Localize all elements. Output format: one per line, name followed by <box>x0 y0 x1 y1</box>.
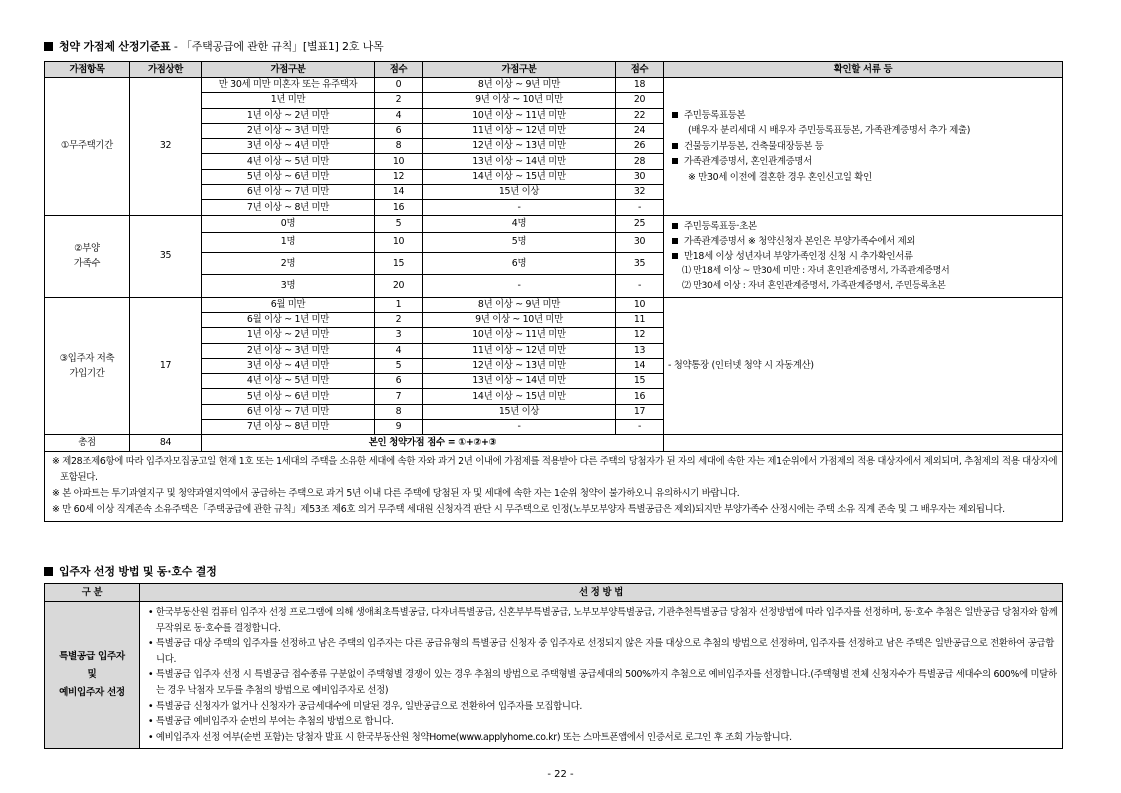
score-cell: 24 <box>616 123 664 138</box>
range-cell: 4년 이상 ~ 5년 미만 <box>202 374 375 389</box>
score-cell: 10 <box>375 154 423 169</box>
list-item: • 예비입주자 선정 여부(순번 포함)는 당첨자 발표 시 한국부동산원 청약Home(www.applyhome.co.kr) 또는 스마트폰앱에서 인증서로 로그인 후 조회 가능합니다. <box>148 731 792 743</box>
doc-subtext: ⑵ 만30세 이상 : 자녀 혼인관계증명서, 가족관계증명서, 주민등록초본 <box>682 280 946 291</box>
range-cell: 12년 이상 ~ 13년 미만 <box>423 358 616 373</box>
range-cell: 8년 이상 ~ 9년 미만 <box>423 78 616 93</box>
doc-item <box>668 251 913 262</box>
square-bullet-icon <box>672 112 678 118</box>
score-cell: 5 <box>375 215 423 232</box>
score-cell: 12 <box>616 328 664 343</box>
score-cell: 6 <box>375 123 423 138</box>
doc-text: 주민등록표등·초본 <box>684 220 757 232</box>
score-cell: - <box>616 420 664 435</box>
score-cell: 17 <box>616 404 664 419</box>
score-cell: 16 <box>375 200 423 215</box>
score-cell: 26 <box>616 139 664 154</box>
range-cell: 15년 이상 <box>423 185 616 200</box>
page-number: - 22 - <box>547 769 574 780</box>
range-cell: 6월 미만 <box>202 297 375 312</box>
category-line: 가입기간 <box>69 368 105 379</box>
doc-text: 주민등록표등본 <box>684 109 746 121</box>
score-cell: 15 <box>375 252 423 274</box>
range-cell: 13년 이상 ~ 14년 미만 <box>423 154 616 169</box>
selection-method-table <box>44 583 1063 749</box>
total-empty <box>664 435 1063 452</box>
header-range-a: 가점구분 <box>202 62 375 78</box>
score-cell: 30 <box>616 169 664 184</box>
range-cell: 4명 <box>423 215 616 232</box>
max-savings: 17 <box>130 297 202 435</box>
range-cell: - <box>423 200 616 215</box>
label-line: 및 <box>87 669 97 681</box>
table-row <box>45 78 1063 93</box>
section1-title-rest: - 「주택공급에 관한 규칙」[별표1] 2호 나목 <box>170 40 384 53</box>
total-label: 총점 <box>45 435 130 452</box>
range-cell: - <box>423 275 616 297</box>
category-line: ③입주자 저축 <box>59 353 115 364</box>
score-cell: 8 <box>375 404 423 419</box>
range-cell: 3년 이상 ~ 4년 미만 <box>202 358 375 373</box>
header-score-b: 점수 <box>616 62 664 78</box>
footnote: ※ 제28조제6항에 따라 입주자모집공고일 현재 1호 또는 1세대의 주택을 소유한 세대에 속한 자와 과거 2년 이내에 가점제를 적용받아 다른 주택의 당첨자가 된 자의 세대에 속한 자는 제1순위에서 가점제의 적용 대상자에서 제외되며, 추첨제의 적용 대상자에 포함된다. <box>52 456 1058 484</box>
selection-table-header <box>45 584 1063 602</box>
score-cell: 1 <box>375 297 423 312</box>
footnote: ※ 본 아파트는 투기과열지구 및 청약과열지역에서 공급하는 주택으로 과거 5년 이내 다른 주택에 당첨된 자 및 세대에 속한 자는 1순위 청약이 불가하오니 유의하시기 바랍니다. <box>52 488 740 500</box>
range-cell: 10년 이상 ~ 11년 미만 <box>423 328 616 343</box>
range-cell: 11년 이상 ~ 12년 미만 <box>423 123 616 138</box>
category-savings <box>45 297 130 435</box>
doc-text: 가족관계증명서, 혼인관계증명서 <box>684 156 812 168</box>
range-cell: 9년 이상 ~ 10년 미만 <box>423 312 616 327</box>
doc-item <box>668 156 812 167</box>
square-bullet-icon <box>672 223 678 229</box>
doc-subtext: ⑴ 만18세 이상 ~ 만30세 미만 : 자녀 혼인관계증명서, 가족관계증명서 <box>682 265 950 276</box>
score-cell: 3 <box>375 328 423 343</box>
range-cell: 5년 이상 ~ 6년 미만 <box>202 389 375 404</box>
square-bullet-icon <box>44 567 53 576</box>
score-cell: 12 <box>375 169 423 184</box>
square-bullet-icon <box>672 238 678 244</box>
range-cell: 2년 이상 ~ 3년 미만 <box>202 343 375 358</box>
square-bullet-icon <box>44 42 53 51</box>
score-cell: 16 <box>616 389 664 404</box>
range-cell: 6년 이상 ~ 7년 미만 <box>202 404 375 419</box>
score-cell: 4 <box>375 343 423 358</box>
score-cell: 25 <box>616 215 664 232</box>
range-cell: 8년 이상 ~ 9년 미만 <box>423 297 616 312</box>
score-cell: - <box>616 200 664 215</box>
section1-title <box>44 38 383 54</box>
label-line: 특별공급 입주자 <box>59 651 125 663</box>
footnote: ※ 만 60세 이상 직계존속 소유주택은「주택공급에 관한 규칙」제53조 제6호 의거 무주택 세대원 신청자격 판단 시 무주택으로 인정(노부모부양자 특별공급은 제외)되지만 부양가족수 산정시에는 주택 소유 직계 존속 및 그 배우자는 제외됩니다. <box>52 504 1005 516</box>
range-cell: 3년 이상 ~ 4년 미만 <box>202 139 375 154</box>
range-cell: - <box>423 420 616 435</box>
range-cell: 14년 이상 ~ 15년 미만 <box>423 389 616 404</box>
range-cell: 5명 <box>423 232 616 252</box>
score-cell: 7 <box>375 389 423 404</box>
doc-text: 만18세 이상 성년자녀 부양가족인정 신청 시 추가확인서류 <box>684 250 913 262</box>
section2-title-text: 입주자 선정 방법 및 동·호수 결정 <box>59 565 217 578</box>
header-division: 구 분 <box>45 584 140 602</box>
square-bullet-icon <box>672 143 678 149</box>
range-cell: 9년 이상 ~ 10년 미만 <box>423 93 616 108</box>
range-cell: 6명 <box>423 252 616 274</box>
score-cell: 11 <box>616 312 664 327</box>
label-line: 예비입주자 선정 <box>59 687 125 699</box>
table-row <box>45 602 1063 749</box>
score-cell: 10 <box>375 232 423 252</box>
score-table-header <box>45 62 1063 78</box>
category-dependents <box>45 215 130 297</box>
footnote-row <box>45 452 1063 522</box>
score-cell: 10 <box>616 297 664 312</box>
selection-label <box>45 602 140 749</box>
doc-text: 건물등기부등본, 건축물대장등본 등 <box>684 140 824 152</box>
score-cell: 6 <box>375 374 423 389</box>
header-score-a: 점수 <box>375 62 423 78</box>
range-cell: 만 30세 미만 미혼자 또는 유주택자 <box>202 78 375 93</box>
score-cell: 18 <box>616 78 664 93</box>
score-cell: 2 <box>375 312 423 327</box>
table-row <box>45 215 1063 232</box>
range-cell: 5년 이상 ~ 6년 미만 <box>202 169 375 184</box>
list-item: • 특별공급 신청자가 없거나 신청자가 공급세대수에 미달된 경우, 일반공급으로 전환하여 입주자를 모집합니다. <box>148 700 583 712</box>
category-line: 가족수 <box>73 258 101 270</box>
score-cell: 20 <box>616 93 664 108</box>
score-cell: 9 <box>375 420 423 435</box>
score-cell: 32 <box>616 185 664 200</box>
doc-subtext: (배우자 분리세대 시 배우자 주민등록표등본, 가족관계증명서 추가 제출) <box>688 125 971 137</box>
list-item: • 한국부동산원 컴퓨터 입주자 선정 프로그램에 의해 생애최초특별공급, 다자녀특별공급, 신혼부부특별공급, 노부모부양특별공급, 기관추천특별공급 당첨자 선정방법에 따라 입주자를 선정하며, 동·호수 추첨은 일반공급 당첨자와 함께 무작위로 동·호수를 결정합니다. <box>148 607 1058 634</box>
score-cell: 15 <box>616 374 664 389</box>
score-cell: 5 <box>375 358 423 373</box>
total-formula: 본인 청약가점 점수 = ①+②+③ <box>202 435 664 452</box>
score-cell: 4 <box>375 108 423 123</box>
section1-title-bold: 청약 가점제 산정기준표 <box>59 40 171 53</box>
section2-title <box>44 563 217 579</box>
doc-item <box>668 221 757 232</box>
max-dependents: 35 <box>130 215 202 297</box>
score-cell: 0 <box>375 78 423 93</box>
score-cell: 2 <box>375 93 423 108</box>
range-cell: 12년 이상 ~ 13년 미만 <box>423 139 616 154</box>
range-cell: 6월 이상 ~ 1년 미만 <box>202 312 375 327</box>
range-cell: 14년 이상 ~ 15년 미만 <box>423 169 616 184</box>
range-cell: 2명 <box>202 252 375 274</box>
total-max: 84 <box>130 435 202 452</box>
total-row <box>45 435 1063 452</box>
score-cell: 14 <box>375 185 423 200</box>
range-cell: 1명 <box>202 232 375 252</box>
list-item: • 특별공급 대상 주택의 입주자를 선정하고 남은 주택의 입주자는 다른 공급유형의 특별공급 신청자 중 입주자로 선정되지 않은 자를 대상으로 추첨의 방법으로 선정하며, 입주자를 선정하고 남은 주택은 일반공급으로 전환하여 공급합니다. <box>148 638 1055 665</box>
doc-text: 가족관계증명서 ※ 청약신청자 본인은 부양가족수에서 제외 <box>684 235 916 247</box>
header-category: 가점항목 <box>45 62 130 78</box>
range-cell: 0명 <box>202 215 375 232</box>
header-max: 가점상한 <box>130 62 202 78</box>
max-no-house: 32 <box>130 78 202 216</box>
header-method: 선 정 방 법 <box>140 584 1063 602</box>
footnotes <box>45 452 1063 522</box>
range-cell: 10년 이상 ~ 11년 미만 <box>423 108 616 123</box>
square-bullet-icon <box>672 253 678 259</box>
score-cell: - <box>616 275 664 297</box>
range-cell: 11년 이상 ~ 12년 미만 <box>423 343 616 358</box>
range-cell: 1년 이상 ~ 2년 미만 <box>202 328 375 343</box>
score-cell: 28 <box>616 154 664 169</box>
table-row <box>45 297 1063 312</box>
doc-item <box>668 110 745 121</box>
list-item: • 특별공급 예비입주자 순번의 부여는 추첨의 방법으로 합니다. <box>148 716 394 728</box>
doc-subtext: ※ 만30세 이전에 결혼한 경우 혼인신고일 확인 <box>688 171 872 183</box>
score-cell: 13 <box>616 343 664 358</box>
range-cell: 2년 이상 ~ 3년 미만 <box>202 123 375 138</box>
range-cell: 13년 이상 ~ 14년 미만 <box>423 374 616 389</box>
range-cell: 7년 이상 ~ 8년 미만 <box>202 420 375 435</box>
score-table <box>44 61 1063 522</box>
documents-no-house <box>664 78 1063 216</box>
range-cell: 3명 <box>202 275 375 297</box>
doc-item <box>668 236 915 247</box>
score-cell: 22 <box>616 108 664 123</box>
square-bullet-icon <box>672 158 678 164</box>
range-cell: 7년 이상 ~ 8년 미만 <box>202 200 375 215</box>
range-cell: 6년 이상 ~ 7년 미만 <box>202 185 375 200</box>
documents-dependents <box>664 215 1063 297</box>
score-cell: 8 <box>375 139 423 154</box>
range-cell: 4년 이상 ~ 5년 미만 <box>202 154 375 169</box>
range-cell: 15년 이상 <box>423 404 616 419</box>
range-cell: 1년 미만 <box>202 93 375 108</box>
header-documents: 확인할 서류 등 <box>664 62 1063 78</box>
documents-savings: - 청약통장 (인터넷 청약 시 자동계산) <box>664 297 1063 435</box>
selection-body <box>140 602 1063 749</box>
score-cell: 35 <box>616 252 664 274</box>
range-cell: 1년 이상 ~ 2년 미만 <box>202 108 375 123</box>
score-cell: 20 <box>375 275 423 297</box>
score-cell: 30 <box>616 232 664 252</box>
doc-item <box>668 141 823 152</box>
header-range-b: 가점구분 <box>423 62 616 78</box>
list-item: • 특별공급 입주자 선정 시 특별공급 접수종류 구분없이 주택형별 경쟁이 있는 경우 추첨의 방법으로 주택형별 공급세대의 500%까지 추첨으로 예비입주자를 선정합니다.(주택형별 전체 신청자수가 특별공급 세대수의 600%에 미달하는 경우 낙첨자 모두를 추첨의 방법으로 예비입주자로 선정) <box>148 669 1057 696</box>
category-line: ②부양 <box>74 243 100 255</box>
category-no-house: ①무주택기간 <box>45 78 130 216</box>
score-cell: 14 <box>616 358 664 373</box>
